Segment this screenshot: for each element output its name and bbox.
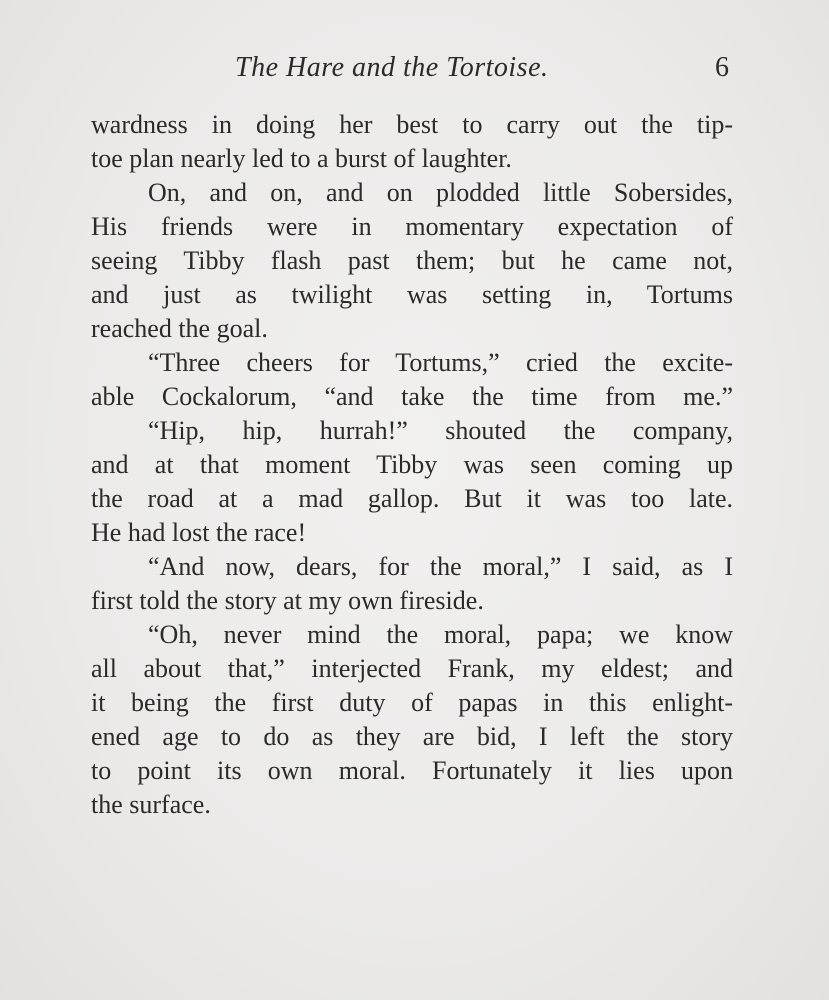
text-line: it being the first duty of papas in this enlight- [91, 688, 733, 717]
text-line: “Hip, hip, hurrah!” shouted the company, [148, 416, 733, 445]
text-line: to point its own moral. Fortunately it lies upon [91, 756, 733, 785]
body-text [91, 108, 733, 822]
text-line: the road at a mad gallop. But it was too late. [91, 484, 733, 513]
text-line: He had lost the race! [91, 518, 307, 547]
text-line: able Cockalorum, “and take the time from me.” [91, 382, 733, 411]
text-line: “Oh, never mind the moral, papa; we know [148, 620, 733, 649]
page-number: 6 [715, 52, 729, 83]
text-line: His friends were in momentary expectation of [91, 212, 733, 241]
text-line: ened age to do as they are bid, I left the story [91, 722, 733, 751]
text-line: first told the story at my own fireside. [91, 586, 484, 615]
text-line: and at that moment Tibby was seen coming up [91, 450, 733, 479]
text-line: toe plan nearly led to a burst of laughter. [91, 144, 512, 173]
text-line: the surface. [91, 790, 211, 819]
text-line: “And now, dears, for the moral,” I said, as I [148, 552, 733, 581]
text-line: seeing Tibby flash past them; but he came not, [91, 246, 733, 275]
text-line: wardness in doing her best to carry out the tip- [91, 110, 733, 139]
text-line: and just as twilight was setting in, Tortums [91, 280, 733, 309]
text-line: On, and on, and on plodded little Sobersides, [148, 178, 733, 207]
text-line: all about that,” interjected Frank, my eldest; and [91, 654, 733, 683]
text-line: “Three cheers for Tortums,” cried the excite- [148, 348, 733, 377]
running-title: The Hare and the Tortoise. [235, 52, 549, 83]
page-header [0, 52, 829, 92]
text-line: reached the goal. [91, 314, 268, 343]
